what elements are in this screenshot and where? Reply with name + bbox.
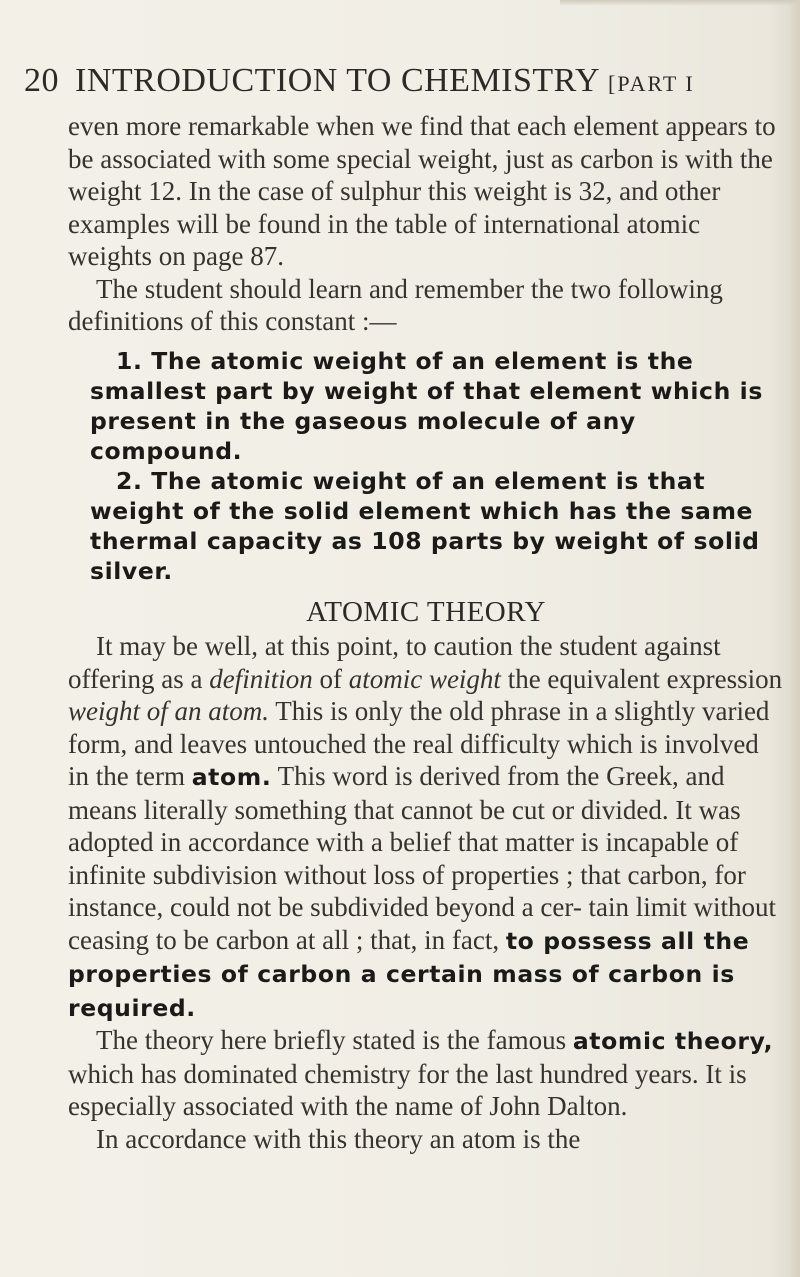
text-run: This is only the old phrase in a slightly varied form, and leaves untouched the real difficulty which is involved in the term — [68, 696, 770, 791]
page-right-edge — [790, 0, 800, 1277]
paragraph-continuation: even more remarkable when we find that each element appears to be associated with some special weight, just as carbon is with the weight 12. In the case of sulphur this weight is 32, and other examples will be found in the table of international atomic weights on page 87. — [68, 111, 776, 271]
emphasis-weight-of-atom: weight of an atom. — [68, 696, 269, 726]
emphasis-atomic-weight: atomic weight — [348, 663, 501, 694]
text-run: of — [312, 663, 349, 694]
text-run: The theory here briefly stated is the famous — [96, 1025, 573, 1055]
bold-atomic-theory: atomic theory, — [572, 1027, 774, 1055]
text-run: which has dominated chemistry for the last hundred years. It is especially associated with the name of John Dalton. — [68, 1058, 747, 1121]
definition-2: 2. The atomic weight of an element is that weight of the solid element which has the same thermal capacity as 108 parts by weight of solid silver. — [90, 466, 760, 585]
emphasis-definition: definition — [209, 663, 313, 694]
definition-1: 1. The atomic weight of an element is the smallest part by weight of that element which is present in the gaseous molecule of any compound. — [90, 346, 763, 465]
paragraph-famous-theory — [68, 1024, 784, 1123]
part-marker: [PART I — [608, 71, 695, 96]
page-top-edge — [560, 0, 800, 6]
bold-atom: atom. — [191, 763, 272, 791]
running-header — [24, 62, 784, 100]
paragraph-atomic-theory — [68, 630, 784, 1024]
section-heading: ATOMIC THEORY — [306, 595, 546, 628]
page-number: 20 — [24, 62, 59, 99]
paragraph-final: In accordance with this theory an atom is the — [96, 1123, 581, 1154]
definitions-list — [90, 346, 784, 586]
paragraph-definitions-intro: The student should learn and remember the two following definitions of this constant :— — [68, 273, 723, 336]
page-body — [68, 110, 784, 1155]
text-run: This word is derived from the Greek, and means literally something that cannot be cut or divided. It was adopted in accordance with a belief that matter is incapable of infinite subdivision without loss of properties ; that carbon, for instance, could not be subdivided beyond a cer- tain limit without ceasing to be carbon at all ; that, in fact, — [68, 761, 777, 955]
text-run: It may be well, at this point, to caution the student against offering as a — [68, 631, 721, 694]
book-title: INTRODUCTION TO CHEMISTRY — [75, 62, 601, 99]
bold-carbon-statement: to possess all the properties of carbon a certain mass of carbon is required. — [68, 926, 750, 1022]
text-run: the equivalent expression — [500, 663, 783, 694]
